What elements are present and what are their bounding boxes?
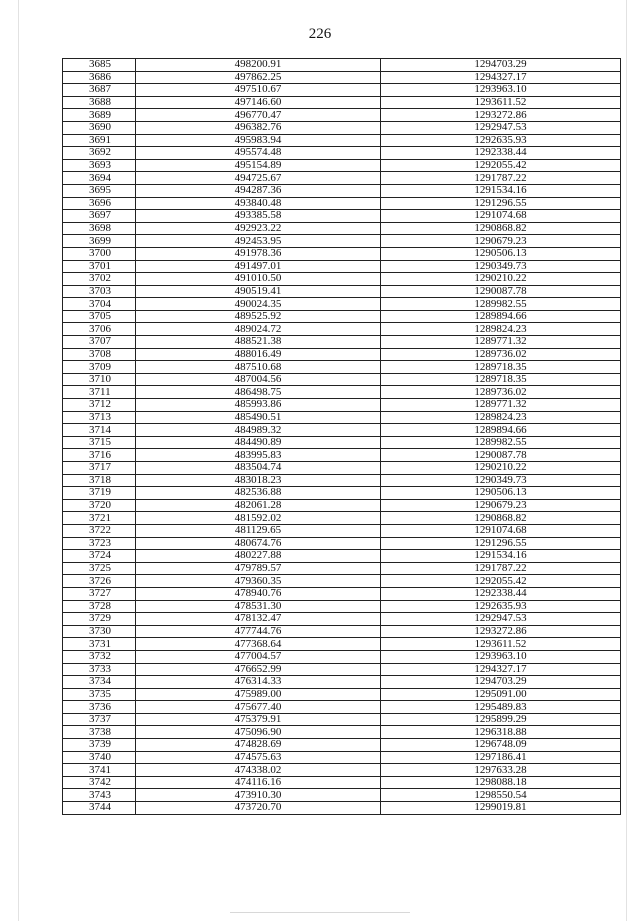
table-row — [63, 399, 621, 412]
x-coordinate-cell: 489525.92 — [136, 310, 381, 323]
x-coordinate-cell: 487510.68 — [136, 361, 381, 374]
y-coordinate-cell: 1294703.29 — [381, 676, 621, 689]
y-coordinate-cell: 1294327.17 — [381, 71, 621, 84]
point-number-cell: 3729 — [63, 613, 136, 626]
x-coordinate-cell: 491497.01 — [136, 260, 381, 273]
x-coordinate-cell: 475379.91 — [136, 713, 381, 726]
y-coordinate-cell: 1290087.78 — [381, 285, 621, 298]
table-row — [63, 184, 621, 197]
table-row — [63, 575, 621, 588]
y-coordinate-cell: 1295899.29 — [381, 713, 621, 726]
x-coordinate-cell: 489024.72 — [136, 323, 381, 336]
table-row — [63, 361, 621, 374]
y-coordinate-cell: 1292947.53 — [381, 613, 621, 626]
table-row — [63, 587, 621, 600]
point-number-cell: 3721 — [63, 512, 136, 525]
x-coordinate-cell: 474828.69 — [136, 739, 381, 752]
x-coordinate-cell: 482536.88 — [136, 487, 381, 500]
x-coordinate-cell: 494725.67 — [136, 172, 381, 185]
table-row — [63, 449, 621, 462]
x-coordinate-cell: 475096.90 — [136, 726, 381, 739]
table-row — [63, 260, 621, 273]
point-number-cell: 3705 — [63, 310, 136, 323]
x-coordinate-cell: 492923.22 — [136, 222, 381, 235]
y-coordinate-cell: 1295489.83 — [381, 701, 621, 714]
y-coordinate-cell: 1289771.32 — [381, 399, 621, 412]
y-coordinate-cell: 1289824.23 — [381, 323, 621, 336]
point-number-cell: 3739 — [63, 739, 136, 752]
table-row — [63, 147, 621, 160]
x-coordinate-cell: 476652.99 — [136, 663, 381, 676]
table-row — [63, 298, 621, 311]
table-row — [63, 613, 621, 626]
x-coordinate-cell: 496770.47 — [136, 109, 381, 122]
point-number-cell: 3744 — [63, 802, 136, 815]
table-row — [63, 134, 621, 147]
point-number-cell: 3717 — [63, 462, 136, 475]
page-number: 226 — [308, 26, 332, 42]
point-number-cell: 3711 — [63, 386, 136, 399]
table-row — [63, 474, 621, 487]
point-number-cell: 3707 — [63, 336, 136, 349]
table-row — [63, 210, 621, 223]
y-coordinate-cell: 1289771.32 — [381, 336, 621, 349]
point-number-cell: 3733 — [63, 663, 136, 676]
point-number-cell: 3696 — [63, 197, 136, 210]
x-coordinate-cell: 483504.74 — [136, 462, 381, 475]
x-coordinate-cell: 485993.86 — [136, 399, 381, 412]
point-number-cell: 3709 — [63, 361, 136, 374]
table-row — [63, 109, 621, 122]
y-coordinate-cell: 1290210.22 — [381, 462, 621, 475]
point-number-cell: 3690 — [63, 121, 136, 134]
table-row — [63, 512, 621, 525]
x-coordinate-cell: 488521.38 — [136, 336, 381, 349]
y-coordinate-cell: 1289982.55 — [381, 298, 621, 311]
y-coordinate-cell: 1291296.55 — [381, 537, 621, 550]
point-number-cell: 3724 — [63, 550, 136, 563]
table-row — [63, 159, 621, 172]
x-coordinate-cell: 491010.50 — [136, 273, 381, 286]
point-number-cell: 3694 — [63, 172, 136, 185]
point-number-cell: 3713 — [63, 411, 136, 424]
scan-edge-left — [18, 0, 19, 921]
x-coordinate-cell: 480227.88 — [136, 550, 381, 563]
x-coordinate-cell: 475989.00 — [136, 688, 381, 701]
table-row — [63, 373, 621, 386]
y-coordinate-cell: 1291074.68 — [381, 210, 621, 223]
y-coordinate-cell: 1291074.68 — [381, 524, 621, 537]
table-row — [63, 688, 621, 701]
y-coordinate-cell: 1292635.93 — [381, 600, 621, 613]
y-coordinate-cell: 1292947.53 — [381, 121, 621, 134]
x-coordinate-cell: 480674.76 — [136, 537, 381, 550]
x-coordinate-cell: 492453.95 — [136, 235, 381, 248]
table-row — [63, 310, 621, 323]
point-number-cell: 3691 — [63, 134, 136, 147]
table-row — [63, 222, 621, 235]
point-number-cell: 3723 — [63, 537, 136, 550]
x-coordinate-cell: 481129.65 — [136, 524, 381, 537]
y-coordinate-cell: 1292635.93 — [381, 134, 621, 147]
point-number-cell: 3685 — [63, 59, 136, 72]
point-number-cell: 3700 — [63, 247, 136, 260]
point-number-cell: 3730 — [63, 625, 136, 638]
point-number-cell: 3735 — [63, 688, 136, 701]
y-coordinate-cell: 1289718.35 — [381, 373, 621, 386]
point-number-cell: 3712 — [63, 399, 136, 412]
table-row — [63, 197, 621, 210]
y-coordinate-cell: 1292055.42 — [381, 159, 621, 172]
point-number-cell: 3716 — [63, 449, 136, 462]
y-coordinate-cell: 1297186.41 — [381, 751, 621, 764]
table-row — [63, 726, 621, 739]
y-coordinate-cell: 1289824.23 — [381, 411, 621, 424]
table-row — [63, 172, 621, 185]
point-number-cell: 3737 — [63, 713, 136, 726]
point-number-cell: 3701 — [63, 260, 136, 273]
y-coordinate-cell: 1292338.44 — [381, 147, 621, 160]
y-coordinate-cell: 1293611.52 — [381, 96, 621, 109]
table-row — [63, 600, 621, 613]
y-coordinate-cell: 1290679.23 — [381, 499, 621, 512]
point-number-cell: 3698 — [63, 222, 136, 235]
table-row — [63, 537, 621, 550]
point-number-cell: 3725 — [63, 562, 136, 575]
y-coordinate-cell: 1292055.42 — [381, 575, 621, 588]
x-coordinate-cell: 488016.49 — [136, 348, 381, 361]
x-coordinate-cell: 493385.58 — [136, 210, 381, 223]
point-number-cell: 3738 — [63, 726, 136, 739]
x-coordinate-cell: 475677.40 — [136, 701, 381, 714]
point-number-cell: 3719 — [63, 487, 136, 500]
point-number-cell: 3686 — [63, 71, 136, 84]
table-row — [63, 71, 621, 84]
x-coordinate-cell: 490519.41 — [136, 285, 381, 298]
y-coordinate-cell: 1293963.10 — [381, 84, 621, 97]
point-number-cell: 3708 — [63, 348, 136, 361]
point-number-cell: 3736 — [63, 701, 136, 714]
point-number-cell: 3695 — [63, 184, 136, 197]
table-row — [63, 235, 621, 248]
x-coordinate-cell: 484989.32 — [136, 424, 381, 437]
x-coordinate-cell: 494287.36 — [136, 184, 381, 197]
y-coordinate-cell: 1290349.73 — [381, 260, 621, 273]
y-coordinate-cell: 1293272.86 — [381, 625, 621, 638]
table-row — [63, 739, 621, 752]
point-number-cell: 3689 — [63, 109, 136, 122]
x-coordinate-cell: 474116.16 — [136, 776, 381, 789]
x-coordinate-cell: 483995.83 — [136, 449, 381, 462]
y-coordinate-cell: 1290506.13 — [381, 487, 621, 500]
scan-edge-right — [626, 0, 627, 921]
point-number-cell: 3715 — [63, 436, 136, 449]
y-coordinate-cell: 1290210.22 — [381, 273, 621, 286]
y-coordinate-cell: 1298088.18 — [381, 776, 621, 789]
table-row — [63, 764, 621, 777]
point-number-cell: 3693 — [63, 159, 136, 172]
table-row — [63, 701, 621, 714]
point-number-cell: 3702 — [63, 273, 136, 286]
y-coordinate-cell: 1294703.29 — [381, 59, 621, 72]
x-coordinate-cell: 476314.33 — [136, 676, 381, 689]
x-coordinate-cell: 481592.02 — [136, 512, 381, 525]
point-number-cell: 3699 — [63, 235, 136, 248]
x-coordinate-cell: 477004.57 — [136, 650, 381, 663]
y-coordinate-cell: 1289894.66 — [381, 424, 621, 437]
table-row — [63, 424, 621, 437]
x-coordinate-cell: 478531.30 — [136, 600, 381, 613]
y-coordinate-cell: 1289982.55 — [381, 436, 621, 449]
table-row — [63, 499, 621, 512]
table-row — [63, 663, 621, 676]
point-number-cell: 3740 — [63, 751, 136, 764]
point-number-cell: 3692 — [63, 147, 136, 160]
point-number-cell: 3722 — [63, 524, 136, 537]
table-row — [63, 625, 621, 638]
x-coordinate-cell: 473910.30 — [136, 789, 381, 802]
table-row — [63, 650, 621, 663]
point-number-cell: 3726 — [63, 575, 136, 588]
table-row — [63, 462, 621, 475]
x-coordinate-cell: 495154.89 — [136, 159, 381, 172]
y-coordinate-cell: 1290679.23 — [381, 235, 621, 248]
table-row — [63, 336, 621, 349]
table-row — [63, 84, 621, 97]
table-row — [63, 273, 621, 286]
x-coordinate-cell: 478132.47 — [136, 613, 381, 626]
table-row — [63, 323, 621, 336]
table-row — [63, 562, 621, 575]
point-number-cell: 3703 — [63, 285, 136, 298]
x-coordinate-cell: 477744.76 — [136, 625, 381, 638]
x-coordinate-cell: 498200.91 — [136, 59, 381, 72]
y-coordinate-cell: 1291787.22 — [381, 172, 621, 185]
point-number-cell: 3718 — [63, 474, 136, 487]
point-number-cell: 3710 — [63, 373, 136, 386]
y-coordinate-cell: 1292338.44 — [381, 587, 621, 600]
table-row — [63, 638, 621, 651]
y-coordinate-cell: 1289718.35 — [381, 361, 621, 374]
x-coordinate-cell: 474575.63 — [136, 751, 381, 764]
x-coordinate-cell: 491978.36 — [136, 247, 381, 260]
table-row — [63, 550, 621, 563]
point-number-cell: 3741 — [63, 764, 136, 777]
y-coordinate-cell: 1293611.52 — [381, 638, 621, 651]
x-coordinate-cell: 483018.23 — [136, 474, 381, 487]
y-coordinate-cell: 1290868.82 — [381, 512, 621, 525]
x-coordinate-cell: 497862.25 — [136, 71, 381, 84]
x-coordinate-cell: 495983.94 — [136, 134, 381, 147]
point-number-cell: 3697 — [63, 210, 136, 223]
y-coordinate-cell: 1291534.16 — [381, 184, 621, 197]
y-coordinate-cell: 1290506.13 — [381, 247, 621, 260]
x-coordinate-cell: 479360.35 — [136, 575, 381, 588]
x-coordinate-cell: 474338.02 — [136, 764, 381, 777]
y-coordinate-cell: 1295091.00 — [381, 688, 621, 701]
table-row — [63, 96, 621, 109]
point-number-cell: 3731 — [63, 638, 136, 651]
x-coordinate-cell: 478940.76 — [136, 587, 381, 600]
table-row — [63, 121, 621, 134]
x-coordinate-cell: 482061.28 — [136, 499, 381, 512]
point-number-cell: 3706 — [63, 323, 136, 336]
x-coordinate-cell: 485490.51 — [136, 411, 381, 424]
y-coordinate-cell: 1290087.78 — [381, 449, 621, 462]
x-coordinate-cell: 473720.70 — [136, 802, 381, 815]
scan-edge-bottom — [230, 912, 410, 913]
y-coordinate-cell: 1291787.22 — [381, 562, 621, 575]
x-coordinate-cell: 484490.89 — [136, 436, 381, 449]
y-coordinate-cell: 1293963.10 — [381, 650, 621, 663]
table-row — [63, 411, 621, 424]
point-number-cell: 3720 — [63, 499, 136, 512]
table-row — [63, 348, 621, 361]
coordinates-table-body — [63, 59, 621, 815]
y-coordinate-cell: 1297633.28 — [381, 764, 621, 777]
point-number-cell: 3734 — [63, 676, 136, 689]
table-row — [63, 789, 621, 802]
point-number-cell: 3727 — [63, 587, 136, 600]
x-coordinate-cell: 497510.67 — [136, 84, 381, 97]
point-number-cell: 3687 — [63, 84, 136, 97]
x-coordinate-cell: 493840.48 — [136, 197, 381, 210]
table-row — [63, 524, 621, 537]
point-number-cell: 3732 — [63, 650, 136, 663]
table-row — [63, 285, 621, 298]
x-coordinate-cell: 477368.64 — [136, 638, 381, 651]
y-coordinate-cell: 1291296.55 — [381, 197, 621, 210]
table-row — [63, 676, 621, 689]
table-row — [63, 436, 621, 449]
point-number-cell: 3688 — [63, 96, 136, 109]
point-number-cell: 3704 — [63, 298, 136, 311]
x-coordinate-cell: 497146.60 — [136, 96, 381, 109]
y-coordinate-cell: 1291534.16 — [381, 550, 621, 563]
x-coordinate-cell: 490024.35 — [136, 298, 381, 311]
point-number-cell: 3743 — [63, 789, 136, 802]
table-row — [63, 776, 621, 789]
point-number-cell: 3714 — [63, 424, 136, 437]
table-row — [63, 751, 621, 764]
table-row — [63, 713, 621, 726]
y-coordinate-cell: 1298550.54 — [381, 789, 621, 802]
point-number-cell: 3742 — [63, 776, 136, 789]
x-coordinate-cell: 487004.56 — [136, 373, 381, 386]
x-coordinate-cell: 479789.57 — [136, 562, 381, 575]
y-coordinate-cell: 1289736.02 — [381, 386, 621, 399]
table-row — [63, 386, 621, 399]
y-coordinate-cell: 1296318.88 — [381, 726, 621, 739]
y-coordinate-cell: 1289736.02 — [381, 348, 621, 361]
x-coordinate-cell: 486498.75 — [136, 386, 381, 399]
y-coordinate-cell: 1290868.82 — [381, 222, 621, 235]
y-coordinate-cell: 1294327.17 — [381, 663, 621, 676]
table-row — [63, 59, 621, 72]
y-coordinate-cell: 1290349.73 — [381, 474, 621, 487]
y-coordinate-cell: 1289894.66 — [381, 310, 621, 323]
table-row — [63, 802, 621, 815]
table-row — [63, 247, 621, 260]
x-coordinate-cell: 496382.76 — [136, 121, 381, 134]
y-coordinate-cell: 1293272.86 — [381, 109, 621, 122]
coordinates-table — [62, 58, 621, 815]
point-number-cell: 3728 — [63, 600, 136, 613]
table-row — [63, 487, 621, 500]
y-coordinate-cell: 1299019.81 — [381, 802, 621, 815]
x-coordinate-cell: 495574.48 — [136, 147, 381, 160]
y-coordinate-cell: 1296748.09 — [381, 739, 621, 752]
